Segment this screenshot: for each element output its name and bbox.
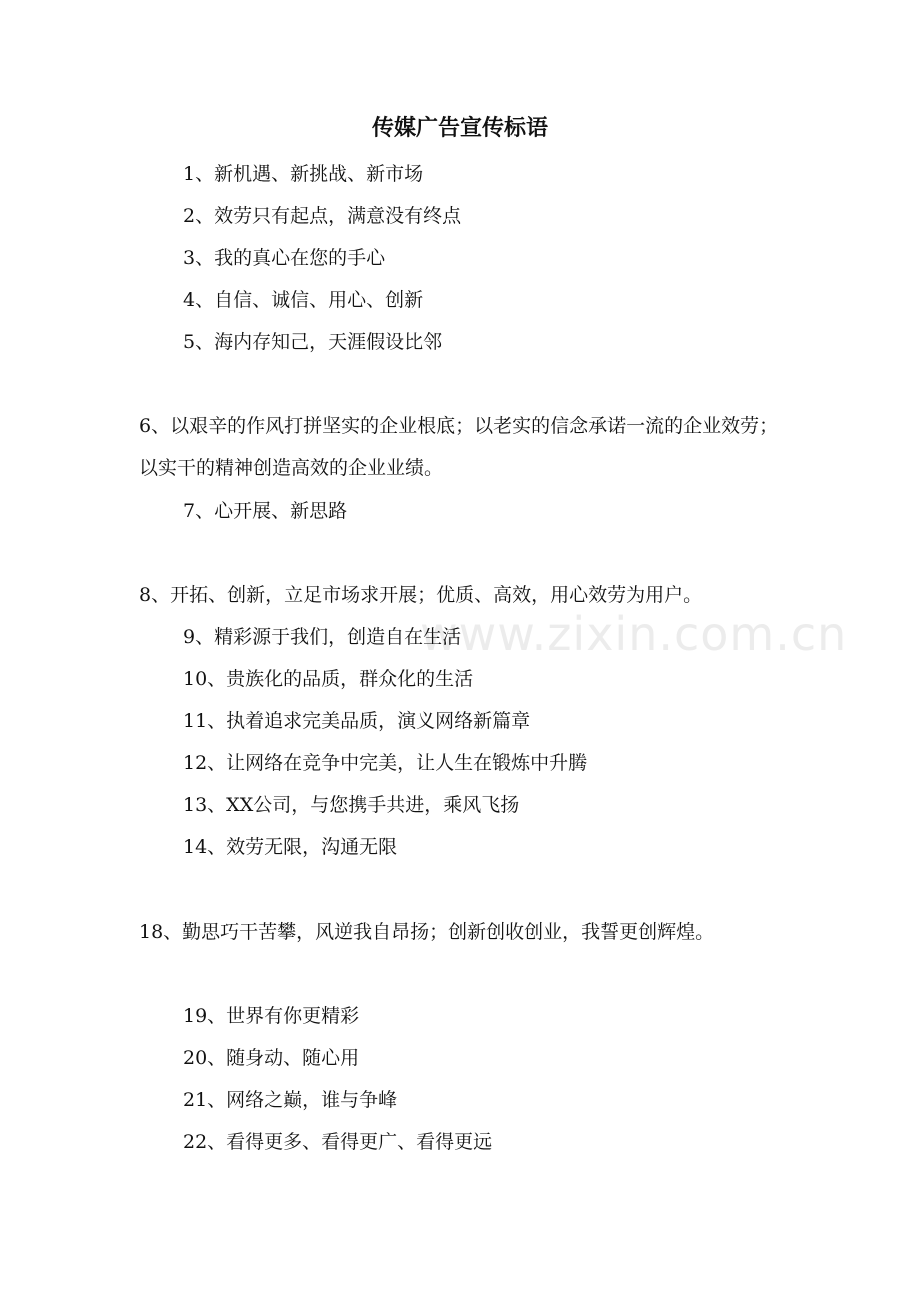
slogan-item-14: 14、效劳无限，沟通无限 xyxy=(183,836,398,858)
slogan-item-20: 20、随身动、随心用 xyxy=(183,1047,360,1069)
slogan-item-1: 1、新机遇、新挑战、新市场 xyxy=(183,163,424,185)
watermark-text xyxy=(420,606,847,662)
slogan-item-2: 2、效劳只有起点，满意没有终点 xyxy=(183,205,462,227)
slogan-item-4: 4、自信、诚信、用心、创新 xyxy=(183,289,424,311)
slogan-item-21: 21、网络之巅，谁与争峰 xyxy=(183,1089,398,1111)
slogan-item-11: 11、执着追求完美品质，演义网络新篇章 xyxy=(183,710,531,732)
slogan-item-19: 19、世界有你更精彩 xyxy=(183,1005,360,1027)
slogan-item-3: 3、我的真心在您的手心 xyxy=(183,247,386,269)
slogan-item-18: 18、勤思巧干苦攀，风逆我自昂扬；创新创收创业，我誓更创辉煌。 xyxy=(139,921,715,943)
slogan-item-6: 6、以艰辛的作风打拼坚实的企业根底；以老实的信念承诺一流的企业效劳；以实干的精神创造高效的企业业绩。 xyxy=(139,415,779,479)
slogan-item-22: 22、看得更多、看得更广、看得更远 xyxy=(183,1131,493,1153)
page-title: 传媒广告宣传标语 xyxy=(371,115,548,141)
slogan-item-7: 7、心开展、新思路 xyxy=(183,500,348,522)
slogan-item-13: 13、XX公司，与您携手共进，乘风飞扬 xyxy=(183,794,520,816)
slogan-item-5: 5、海内存知己，天涯假设比邻 xyxy=(183,331,443,353)
watermark-label: www.zixin.com.cn xyxy=(420,607,848,661)
slogan-item-8: 8、开拓、创新，立足市场求开展；优质、高效，用心效劳为用户。 xyxy=(139,584,703,606)
slogan-item-12: 12、让网络在竞争中完美，让人生在锻炼中升腾 xyxy=(183,752,588,774)
slogan-item-9: 9、精彩源于我们，创造自在生活 xyxy=(183,626,462,648)
slogan-item-10: 10、贵族化的品质，群众化的生活 xyxy=(183,668,474,690)
